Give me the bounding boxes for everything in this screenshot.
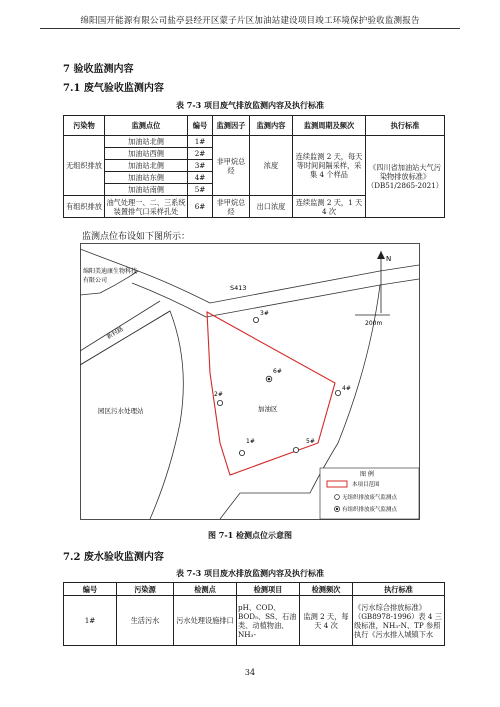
col-cycle: 监测周期及频次 xyxy=(293,116,366,136)
cell-items: pH、COD、BOD₅、SS、石油类、动植物油、NH₃- xyxy=(237,596,300,646)
page-number: 34 xyxy=(244,668,256,677)
cell-no: 1# xyxy=(64,596,117,646)
monitoring-site-map xyxy=(80,243,420,520)
cell-freq: 监测 2 天，每天 4 次 xyxy=(300,596,353,646)
col-site: 监测点位 xyxy=(105,116,188,136)
col-no: 编号 xyxy=(64,583,117,596)
cell-factor: 非甲烷总烃 xyxy=(213,136,250,196)
cell-site: 加油站北侧 xyxy=(105,160,188,172)
cell-no: 5# xyxy=(188,184,213,196)
section-7-1-title: 7.1 废气验收监测内容 xyxy=(63,83,164,94)
cell-site: 油气处理一、二、三系统装置排气口采样孔处 xyxy=(106,197,186,216)
company-label-1: 绵阳美迪康生物科技 xyxy=(83,268,138,275)
legend-item-unorganized: 无组织排放废气监测点 xyxy=(342,495,398,501)
cell-content: 浓度 xyxy=(250,136,293,196)
col-items: 检测项目 xyxy=(237,583,300,596)
page-header: 绵阳国开能源有限公司盐亭县经开区蒙子片区加油站建设项目竣工环境保护验收监测报告 xyxy=(80,16,420,26)
cell-site: 加油站东侧 xyxy=(105,172,188,184)
cell-no: 1# xyxy=(188,136,213,148)
cell-source: 生活污水 xyxy=(117,596,174,646)
cell-standard: 《污水综合排放标准》（GB8978-1996）表 4 三级标准，NH₃-N、TP 参照执行《污水排入城镇下水 xyxy=(353,596,445,646)
company-label-2: 有限公司 xyxy=(83,277,108,284)
cell-pollutant-organized: 有组织排放 xyxy=(64,196,105,218)
col-freq: 检测频次 xyxy=(300,583,353,596)
north-label: N xyxy=(386,255,392,263)
cell-standard: 《四川省加油站大气污染物排放标准》（DB51/2865-2021） xyxy=(366,136,445,218)
cell-content: 出口浓度 xyxy=(250,196,293,218)
col-content: 监测内容 xyxy=(250,116,293,136)
svg-text:4#: 4# xyxy=(342,385,351,392)
cell-cycle: 连续监测 2 天，每天等时间间隔采样，采集 4 个样品 xyxy=(293,136,366,196)
col-factor: 监测因子 xyxy=(213,116,250,136)
col-no: 编号 xyxy=(188,116,213,136)
col-point: 检测点 xyxy=(174,583,237,596)
cell-no: 2# xyxy=(188,148,213,160)
svg-text:2#: 2# xyxy=(214,391,223,398)
section-7-title: 7 验收监测内容 xyxy=(63,64,134,75)
section-7-2-title: 7.2 废水验收监测内容 xyxy=(63,552,164,563)
col-standard: 执行标准 xyxy=(353,583,445,596)
legend-item-organized: 有组织排放废气监测点 xyxy=(342,507,398,513)
cell-pollutant-unorganized: 无组织排放 xyxy=(64,136,105,196)
table-7-3-caption: 表 7-3 项目废气排放监测内容及执行标准 xyxy=(175,100,325,110)
figure-7-1-caption: 图 7-1 检测点位示意图 xyxy=(207,530,293,540)
svg-text:3#: 3# xyxy=(260,310,269,317)
legend-title: 图 例 xyxy=(360,471,374,478)
header-divider xyxy=(40,28,460,29)
svg-text:6#: 6# xyxy=(273,368,282,375)
road-xincun-label: 新村路 xyxy=(105,325,125,341)
cell-point: 污水处理设施排口 xyxy=(174,596,237,646)
col-pollutant: 污染物 xyxy=(64,116,105,136)
col-source: 污染源 xyxy=(117,583,174,596)
legend-item-boundary: 本项目范围 xyxy=(352,482,380,488)
treatment-plant-label: 园区污水处理站 xyxy=(98,407,144,415)
cell-site: 加油站北侧 xyxy=(105,136,188,148)
cell-factor: 非甲烷总烃 xyxy=(213,196,250,218)
svg-text:1#: 1# xyxy=(246,438,255,445)
scale-label: 200m xyxy=(365,320,383,327)
cell-site: 加油站西侧 xyxy=(105,148,188,160)
wastewater-monitoring-table xyxy=(63,582,445,646)
col-standard: 执行标准 xyxy=(366,116,445,136)
figure-intro-text: 监测点位布设如下图所示： xyxy=(82,232,191,242)
table-7-3-wastewater-caption: 表 7-3 项目废水排放监测内容及执行标准 xyxy=(175,568,325,578)
cell-no: 4# xyxy=(188,172,213,184)
map-legend xyxy=(320,468,419,519)
cell-cycle: 连续监测 2 天，1 天 4 次 xyxy=(293,196,366,218)
exhaust-monitoring-table xyxy=(63,115,445,218)
fuel-area-label: 加油区 xyxy=(258,405,278,413)
svg-text:5#: 5# xyxy=(306,438,315,445)
cell-no: 3# xyxy=(188,160,213,172)
cell-site: 加油站南侧 xyxy=(105,184,188,196)
cell-no: 6# xyxy=(188,196,213,218)
road-s413-label: S413 xyxy=(230,284,247,292)
